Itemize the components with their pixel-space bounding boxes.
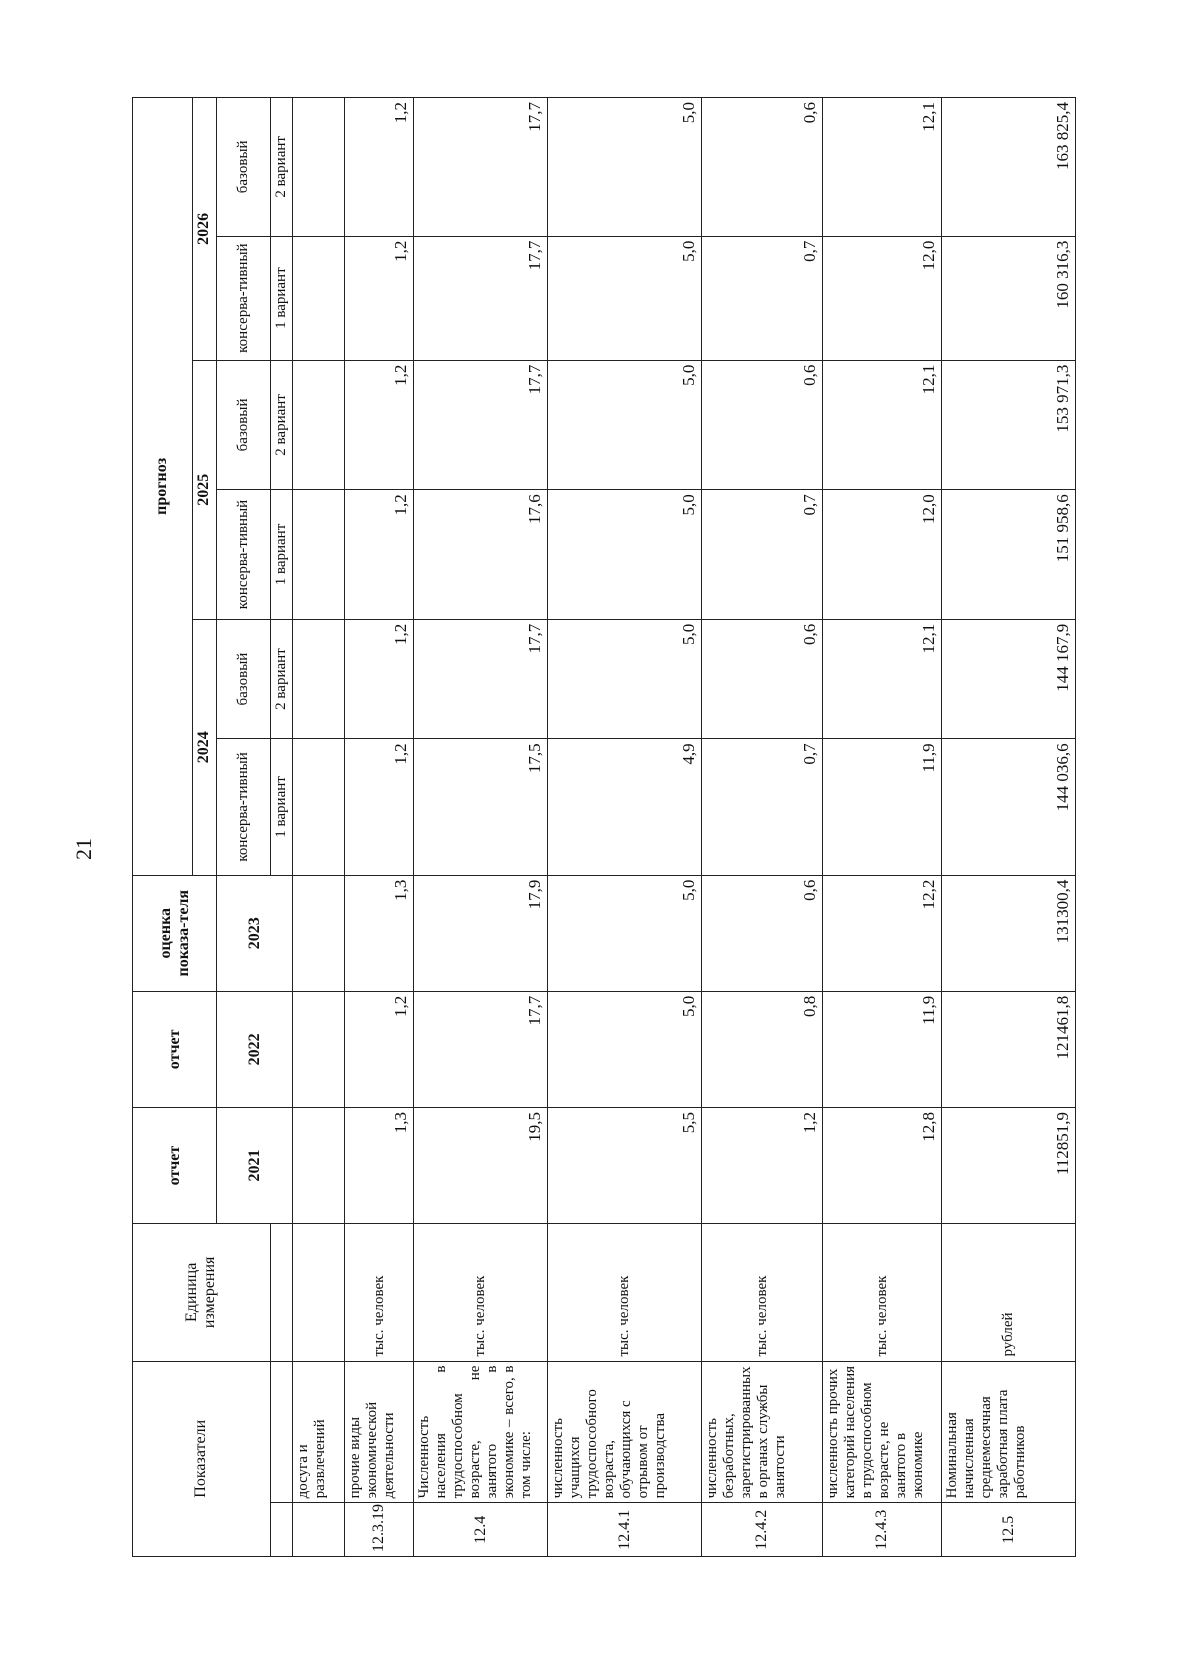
header-year-2026: 2026 [192, 98, 217, 361]
header-2026-variant2: 2 вариант [270, 98, 293, 237]
table-row [344, 98, 414, 1557]
cell-value-v2023: 1,3 [344, 875, 414, 991]
header-report-2021: отчет [133, 1107, 217, 1223]
header-2024-base: базовый [217, 619, 270, 739]
header-empty-name [270, 1361, 293, 1503]
cell-value-v2026b: 163 825,4 [942, 98, 1076, 237]
cell-value-v2024c: 11,9 [823, 739, 942, 875]
cell-value-v2023: 17,9 [414, 875, 548, 991]
cell-value-v2024c: 1,2 [344, 739, 414, 875]
table-row [547, 98, 701, 1557]
cell-value-v2022: 0,8 [702, 991, 823, 1107]
cell-value-v2025c: 17,6 [414, 490, 548, 620]
cell-unit: тыс. человек [702, 1224, 823, 1361]
cell-value-v2025b: 0,6 [702, 360, 823, 490]
cell-value-v2024b: 12,1 [823, 619, 942, 739]
cell-name: Численность населения в трудоспособном возрасте, не занятого в экономике – всего, в том числе: [414, 1361, 548, 1503]
cell-value-v2024b: 1,2 [344, 619, 414, 739]
cell-name: прочие виды экономической деятельности [344, 1361, 414, 1503]
header-empty-unit [270, 1224, 293, 1361]
cell-value-v2023: 12,2 [823, 875, 942, 991]
table-row [823, 98, 942, 1557]
header-row-4 [270, 98, 293, 1557]
cell-value-v2024b: 144 167,9 [942, 619, 1076, 739]
cell-value [293, 875, 344, 991]
cell-value-v2021: 112851,9 [942, 1107, 1076, 1223]
cell-value-v2026c: 12,0 [823, 236, 942, 360]
cell-name: досуга и развлечений [293, 1361, 344, 1503]
cell-unit: тыс. человек [823, 1224, 942, 1361]
cell-value [293, 739, 344, 875]
cell-value-v2022: 5,0 [547, 991, 701, 1107]
header-2024-variant2: 2 вариант [270, 619, 293, 739]
header-empty-code [270, 1503, 293, 1557]
cell-value-v2026b: 0,6 [702, 98, 823, 237]
cell-value-v2024b: 5,0 [547, 619, 701, 739]
cell-code: 12.4.2 [702, 1503, 823, 1557]
cell-code: 12.4 [414, 1503, 548, 1557]
header-estimate-2023: оценка показа-теля [133, 875, 217, 991]
cell-value [293, 98, 344, 237]
cell-value [293, 236, 344, 360]
cell-value-v2026c: 0,7 [702, 236, 823, 360]
header-indicators: Показатели [133, 1361, 271, 1556]
cell-code: 12.4.3 [823, 1503, 942, 1557]
table-row [942, 98, 1076, 1557]
cell-code: 12.3.19 [344, 1503, 414, 1557]
indicators-table [132, 97, 1076, 1557]
cell-value-v2026b: 12,1 [823, 98, 942, 237]
header-unit: Единица измерения [133, 1224, 271, 1361]
cell-value-v2022: 1,2 [344, 991, 414, 1107]
cell-value-v2026b: 5,0 [547, 98, 701, 237]
header-2025-variant1: 1 вариант [270, 490, 293, 620]
cell-value-v2021: 12,8 [823, 1107, 942, 1223]
header-year-2025: 2025 [192, 360, 217, 619]
header-year-2022: 2022 [217, 991, 293, 1107]
cell-value [293, 490, 344, 620]
header-year-2023: 2023 [217, 875, 293, 991]
header-row-1 [133, 98, 193, 1557]
cell-value-v2023: 131300,4 [942, 875, 1076, 991]
table-row-continuation [293, 98, 344, 1557]
cell-value-v2023: 0,6 [702, 875, 823, 991]
cell-unit: тыс. человек [547, 1224, 701, 1361]
cell-value-v2024b: 0,6 [702, 619, 823, 739]
cell-unit: тыс. человек [414, 1224, 548, 1361]
cell-unit: рублей [942, 1224, 1076, 1361]
cell-value-v2025b: 5,0 [547, 360, 701, 490]
cell-value-v2025c: 12,0 [823, 490, 942, 620]
header-2024-conservative: консерва-тивный [217, 739, 270, 875]
page-number: 21 [71, 838, 96, 860]
cell-value-v2025b: 153 971,3 [942, 360, 1076, 490]
cell-value-v2024c: 0,7 [702, 739, 823, 875]
cell-value-v2021: 5,5 [547, 1107, 701, 1223]
cell-value-v2025b: 12,1 [823, 360, 942, 490]
cell-code: 12.5 [942, 1503, 1076, 1557]
cell-value-v2026c: 160 316,3 [942, 236, 1076, 360]
header-2025-base: базовый [217, 360, 270, 490]
cell-name: численность безработных, зарегистрированных в органах службы занятости [702, 1361, 823, 1503]
cell-value-v2025c: 151 958,6 [942, 490, 1076, 620]
cell-name: численность прочих категорий населения в трудоспособном возрасте, не занятого в экономике [823, 1361, 942, 1503]
header-2024-variant1: 1 вариант [270, 739, 293, 875]
cell-value-v2021: 19,5 [414, 1107, 548, 1223]
cell-value-v2025c: 1,2 [344, 490, 414, 620]
table-body [344, 98, 1075, 1557]
cell-unit: тыс. человек [344, 1224, 414, 1361]
header-2025-conservative: консерва-тивный [217, 490, 270, 620]
cell-value-v2024b: 17,7 [414, 619, 548, 739]
cell-name: Номинальная начисленная среднемесячная заработная плата работников [942, 1361, 1076, 1503]
header-2026-variant1: 1 вариант [270, 236, 293, 360]
cell-name: численность учащихся трудоспособного возраста, обучающихся с отрывом от производства [547, 1361, 701, 1503]
cell-value-v2025b: 17,7 [414, 360, 548, 490]
cell-value [293, 360, 344, 490]
cell-value [293, 1107, 344, 1223]
cell-value-v2022: 11,9 [823, 991, 942, 1107]
header-2025-variant2: 2 вариант [270, 360, 293, 490]
cell-value [293, 619, 344, 739]
table-row [414, 98, 548, 1557]
cell-value-v2024c: 144 036,6 [942, 739, 1076, 875]
rotated-table-container [132, 97, 1076, 1557]
cell-value-v2021: 1,3 [344, 1107, 414, 1223]
cell-value-v2023: 5,0 [547, 875, 701, 991]
cell-value-v2026b: 17,7 [414, 98, 548, 237]
cell-value-v2026c: 5,0 [547, 236, 701, 360]
cell-value-v2025c: 5,0 [547, 490, 701, 620]
header-year-2024: 2024 [192, 619, 217, 875]
header-year-2021: 2021 [217, 1107, 293, 1223]
cell-value-v2025c: 0,7 [702, 490, 823, 620]
cell-code [293, 1503, 344, 1557]
header-2026-base: базовый [217, 98, 270, 237]
cell-value [293, 991, 344, 1107]
cell-unit [293, 1224, 344, 1361]
header-forecast: прогноз [133, 98, 193, 876]
cell-value-v2022: 17,7 [414, 991, 548, 1107]
cell-value-v2024c: 17,5 [414, 739, 548, 875]
cell-value-v2025b: 1,2 [344, 360, 414, 490]
table-row [702, 98, 823, 1557]
cell-value-v2026c: 1,2 [344, 236, 414, 360]
cell-value-v2026c: 17,7 [414, 236, 548, 360]
header-report-2022: отчет [133, 991, 217, 1107]
cell-value-v2024c: 4,9 [547, 739, 701, 875]
cell-value-v2026b: 1,2 [344, 98, 414, 237]
cell-code: 12.4.1 [547, 1503, 701, 1557]
cell-value-v2022: 121461,8 [942, 991, 1076, 1107]
header-2026-conservative: консерва-тивный [217, 236, 270, 360]
cell-value-v2021: 1,2 [702, 1107, 823, 1223]
